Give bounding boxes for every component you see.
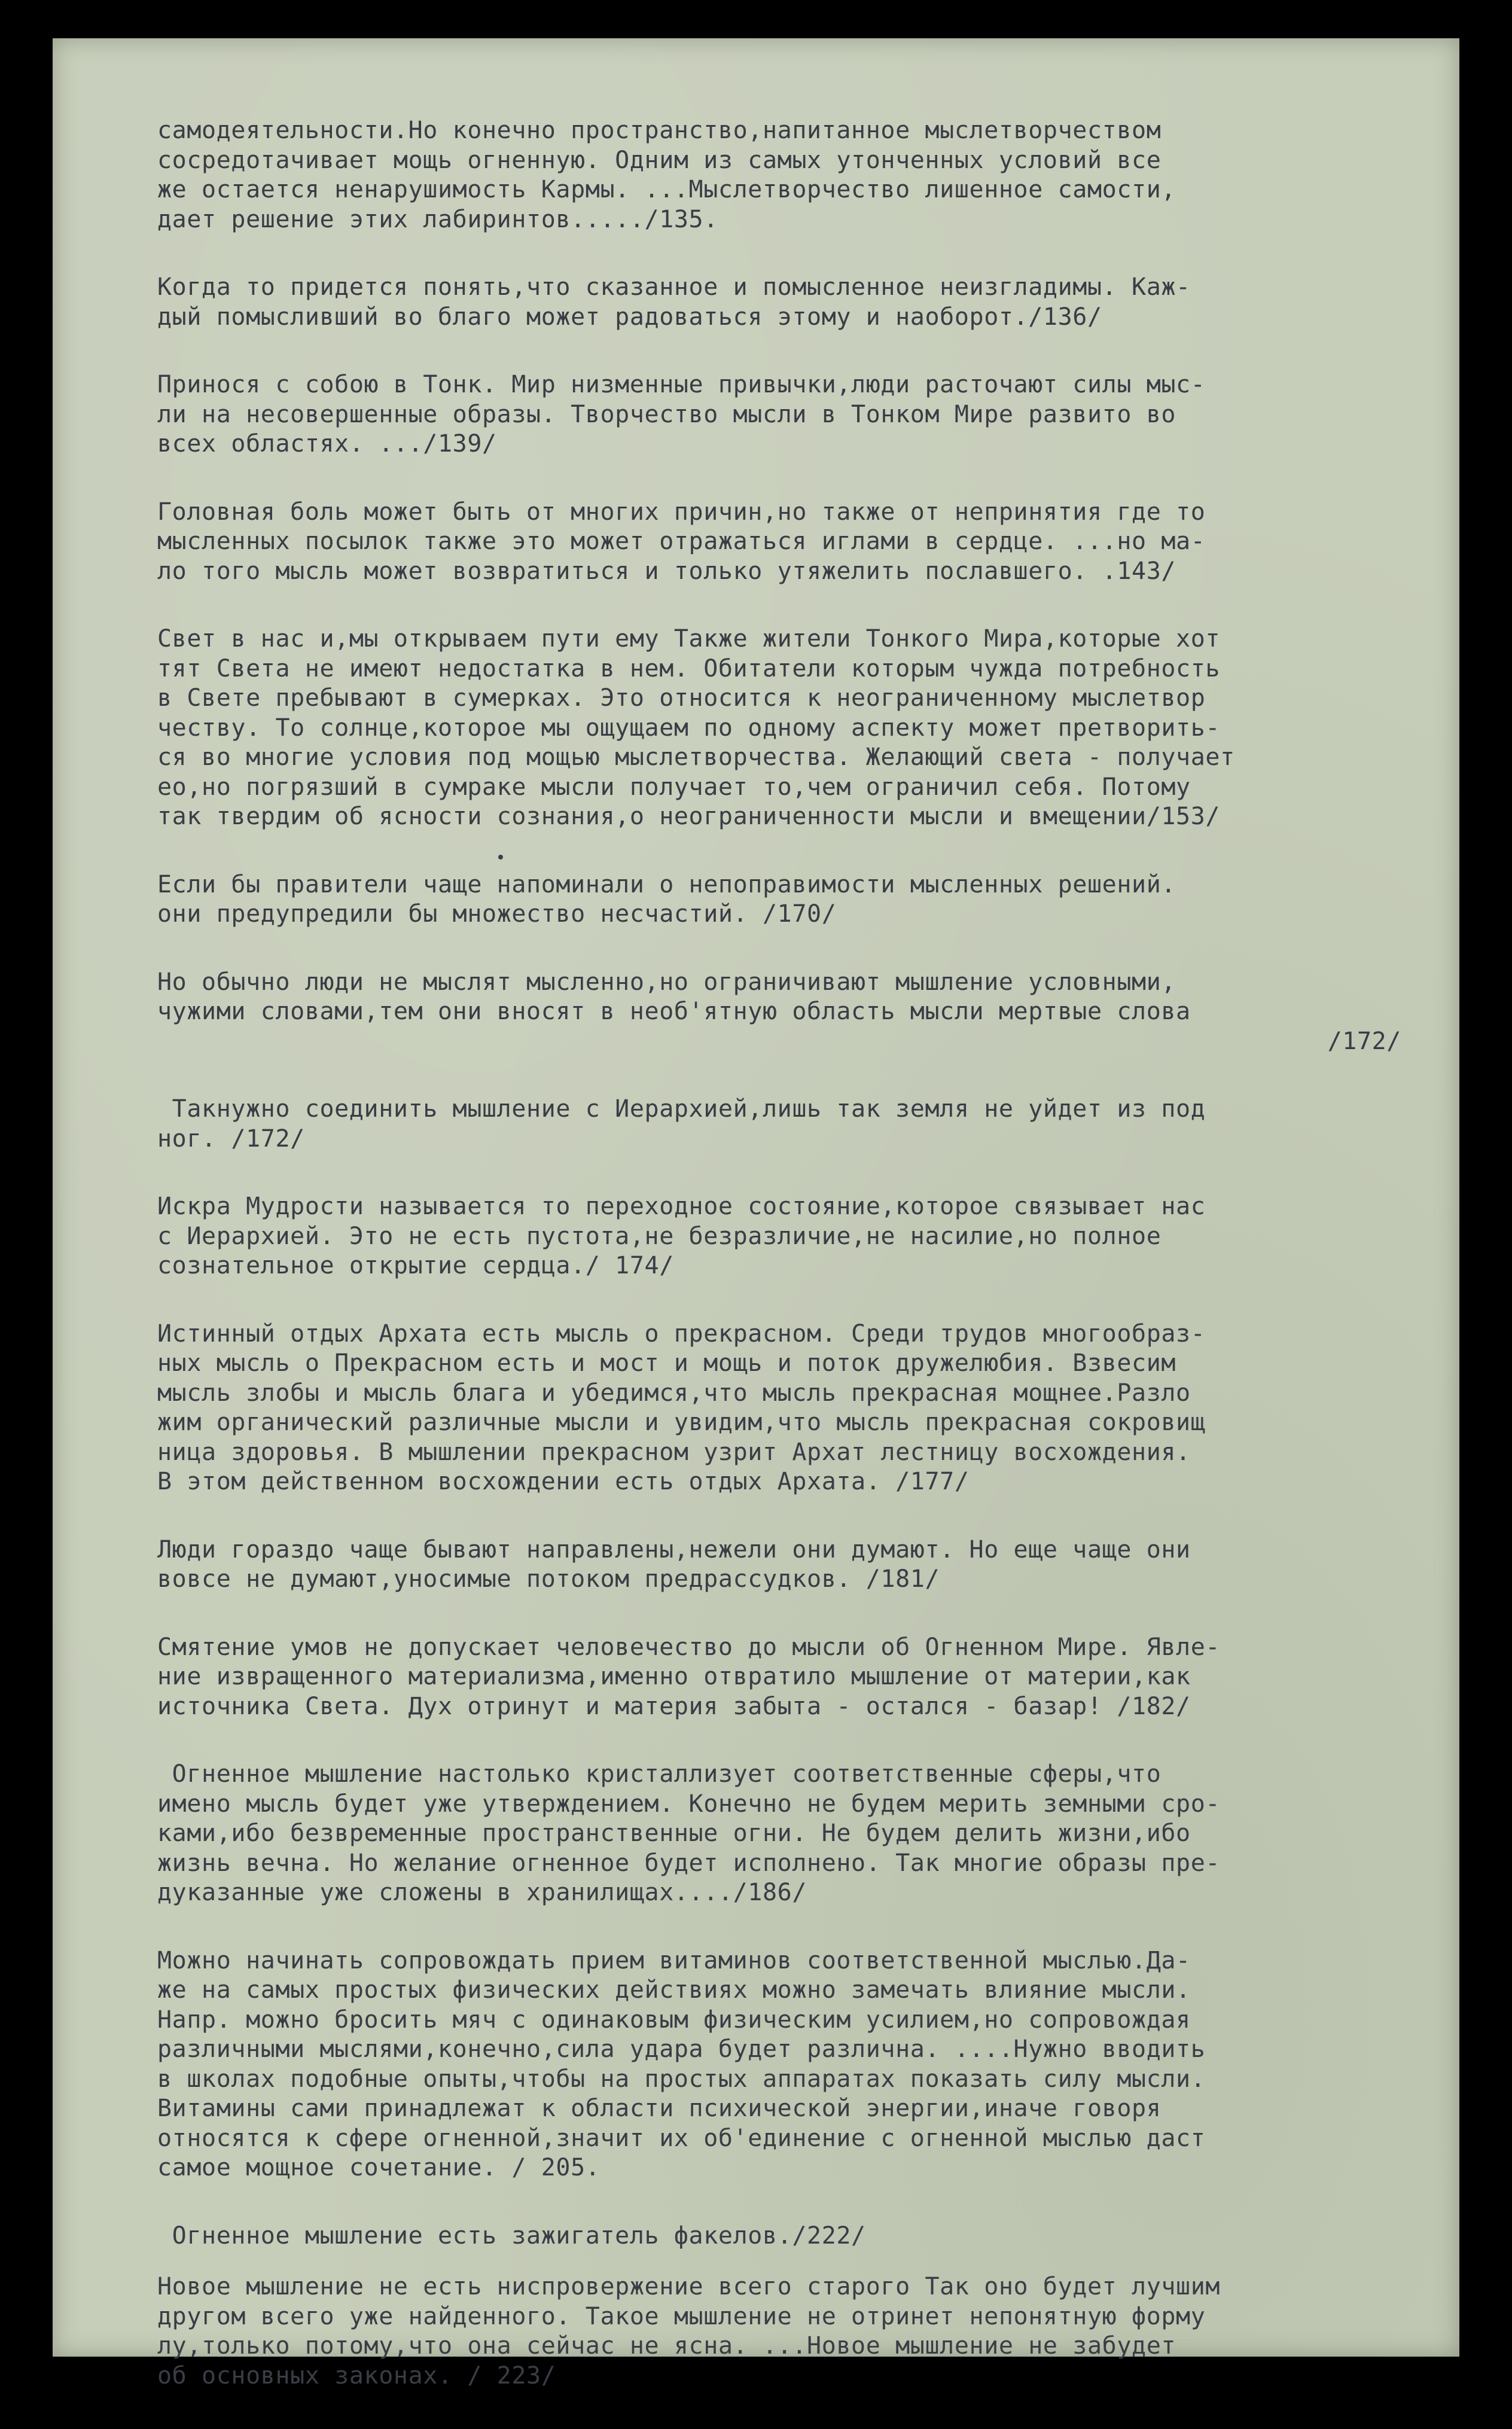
- text-line: ног. /172/: [157, 1124, 305, 1153]
- text-line: В этом действенном восхождении есть отдых Архата. /177/: [157, 1468, 970, 1495]
- text-line: честву. То солнце,которое мы ощущаем по одному аспекту может претворить-: [157, 714, 1221, 742]
- paragraph: [157, 870, 1425, 929]
- text-line: Искра Мудрости называется то переходное состояние,которое связывает нас: [157, 1193, 1206, 1220]
- text-line: они предупредили бы множество несчастий. /170/: [157, 900, 837, 928]
- text-line: ло того мысль может возвратиться и только утяжелить пославшего. .143/: [157, 557, 1176, 585]
- text-line: так твердим об ясности сознания,о неограниченности мысли и вмещении/153/: [157, 803, 1221, 830]
- paragraph: [157, 273, 1425, 332]
- typed-text-block: [157, 116, 1425, 2429]
- text-line: Витамины сами принадлежат к области психической энергии,иначе говоря: [157, 2095, 1162, 2122]
- text-line: Можно начинать сопровождать прием витаминов соответственной мыслью.Да-: [157, 1946, 1191, 1974]
- text-line: сознательное открытие сердца./ 174/: [157, 1252, 674, 1279]
- paragraph: [157, 2221, 1425, 2251]
- text-line: Огненное мышление настолько кристаллизует соответственные сферы,что: [157, 1760, 1162, 1788]
- text-line: жизнь вечна. Но желание огненное будет исполнено. Так многие образы пре-: [157, 1849, 1221, 1877]
- text-line: тят Света не имеют недостатка в нем. Обитатели которым чужда потребность: [157, 654, 1221, 682]
- paragraph: [157, 1535, 1425, 1595]
- text-line: Если бы правители чаще напоминали о непоправимости мысленных решений.: [157, 870, 1176, 898]
- text-line: же на самых простых физических действиях можно замечать влияние мысли.: [157, 1976, 1191, 2004]
- text-line: ние извращенного материализма,именно отвратило мышление от материи,как: [157, 1663, 1191, 1690]
- text-line: лу,только потому,что она сейчас не ясна. ...Новое мышление не забудет: [157, 2332, 1176, 2360]
- text-line: об основных законах. / 223/: [157, 2361, 556, 2390]
- text-line: Принося с собою в Тонк. Мир низменные привычки,люди расточают силы мыс-: [157, 371, 1206, 398]
- paragraph: [157, 1633, 1425, 1722]
- paragraph: [157, 1760, 1425, 1908]
- text-line: ных мысль о Прекрасном есть и мост и мощь и поток дружелюбия. Взвесим: [157, 1349, 1176, 1377]
- paragraph: [157, 2272, 1425, 2391]
- text-line: ео,но погрязший в сумраке мысли получает то,чем ограничил себя. Потому: [157, 773, 1191, 801]
- text-line: Такнужно соединить мышление с Иерархией,лишь так земля не уйдет из под: [157, 1095, 1206, 1123]
- text-line: Смятение умов не допускает человечество до мысли об Огненном Мире. Явле-: [157, 1633, 1221, 1661]
- paragraph: [157, 116, 1425, 234]
- text-line: дый помысливший во благо может радоваться этому и наоборот./136/: [157, 303, 1102, 331]
- document-page: [53, 38, 1459, 2390]
- paragraph: [157, 1192, 1425, 1281]
- text-line: самодеятельности.Но конечно пространство,напитанное мыслетворчеством: [157, 117, 1162, 144]
- text-line: Люди гораздо чаще бывают направлены,нежели они думают. Но еще чаще они: [157, 1535, 1191, 1564]
- text-line: ница здоровья. В мышлении прекрасном узрит Архат лестницу восхождения.: [157, 1438, 1191, 1466]
- paragraph: [157, 624, 1425, 832]
- text-line: Истинный отдых Архата есть мысль о прекрасном. Среди трудов многообраз-: [157, 1319, 1206, 1348]
- text-line: всех областях. .../139/: [157, 430, 497, 458]
- text-line: самое мощное сочетание. / 205.: [157, 2154, 600, 2181]
- text-line: мысленных посылок также это может отражаться иглами в сердце. ...но ма-: [157, 528, 1206, 555]
- paragraph: [157, 968, 1425, 1057]
- text-line: Напр. можно бросить мяч с одинаковым физическим усилием,но сопровождая: [157, 2006, 1191, 2034]
- text-line: Головная боль может быть от многих причин,но также от непринятия где то: [157, 498, 1206, 526]
- text-line: мысль злобы и мысль блага и убедимся,что мысль прекрасная мощнее.Разло: [157, 1379, 1191, 1407]
- text-line: дуказанные уже сложены в хранилищах..../186/: [157, 1879, 807, 1906]
- text-line: имено мысль будет уже утверждением. Конечно не будем мерить земными сро-: [157, 1790, 1221, 1818]
- text-line: же остается ненарушимость Кармы. ...Мыслетворчество лишенное самости,: [157, 176, 1176, 203]
- text-line: ками,ибо безвременные пространственные огни. Не будем делить жизни,ибо: [157, 1820, 1191, 1847]
- page-reference: /172/: [1327, 1027, 1401, 1055]
- text-line: дает решение этих лабиринтов...../135.: [157, 205, 718, 233]
- paragraph: [157, 1319, 1425, 1497]
- text-line: чужими словами,тем они вносят в необ'ятную область мысли мертвые слова: [157, 998, 1191, 1025]
- text-line: Но обычно люди не мыслят мысленно,но ограничивают мышление условными,: [157, 968, 1176, 996]
- paragraph: [157, 370, 1425, 459]
- ink-dot: [498, 855, 503, 860]
- text-line: Новое мышление не есть ниспровержение всего старого Так оно будет лучшим: [157, 2273, 1221, 2300]
- text-line: другом всего уже найденного. Такое мышление не отринет непонятную форму: [157, 2302, 1206, 2330]
- text-line: относятся к сфере огненной,значит их об'единение с огненной мыслью даст: [157, 2124, 1206, 2152]
- text-line: ли на несовершенные образы. Творчество мысли в Тонком Мире развито во: [157, 400, 1176, 428]
- text-line: вовсе не думают,уносимые потоком предрассудков. /181/: [157, 1565, 940, 1593]
- text-line: ся во многие условия под мощью мыслетворчества. Желающий света - получает: [157, 743, 1235, 771]
- text-line: с Иерархией. Это не есть пустота,не безразличие,не насилие,но полное: [157, 1222, 1162, 1250]
- text-line: источника Света. Дух отринут и материя забыта - остался - базар! /182/: [157, 1692, 1191, 1720]
- text-line: различными мыслями,конечно,сила удара будет различна. ....Нужно вводить: [157, 2035, 1206, 2063]
- paragraph: [157, 498, 1425, 587]
- text-line: жим органический различные мысли и увидим,что мысль прекрасная сокровищ: [157, 1409, 1206, 1436]
- text-line: сосредотачивает мощь огненную. Одним из самых утонченных условий все: [157, 146, 1162, 174]
- text-line: Свет в нас и,мы открываем пути ему Также жители Тонкого Мира,которые хот: [157, 625, 1221, 653]
- paragraph: [157, 1946, 1425, 2183]
- text-line: Огненное мышление есть зажигатель факелов./222/: [157, 2221, 866, 2250]
- text-line: Когда то придется понять,что сказанное и помысленное неизгладимы. Каж-: [157, 273, 1191, 301]
- text-line: в Свете пребывают в сумерках. Это относится к неограниченному мыслетвор: [157, 684, 1206, 712]
- text-line: в школах подобные опыты,чтобы на простых аппаратах показать силу мысли.: [157, 2065, 1206, 2093]
- paragraph: [157, 1095, 1425, 1154]
